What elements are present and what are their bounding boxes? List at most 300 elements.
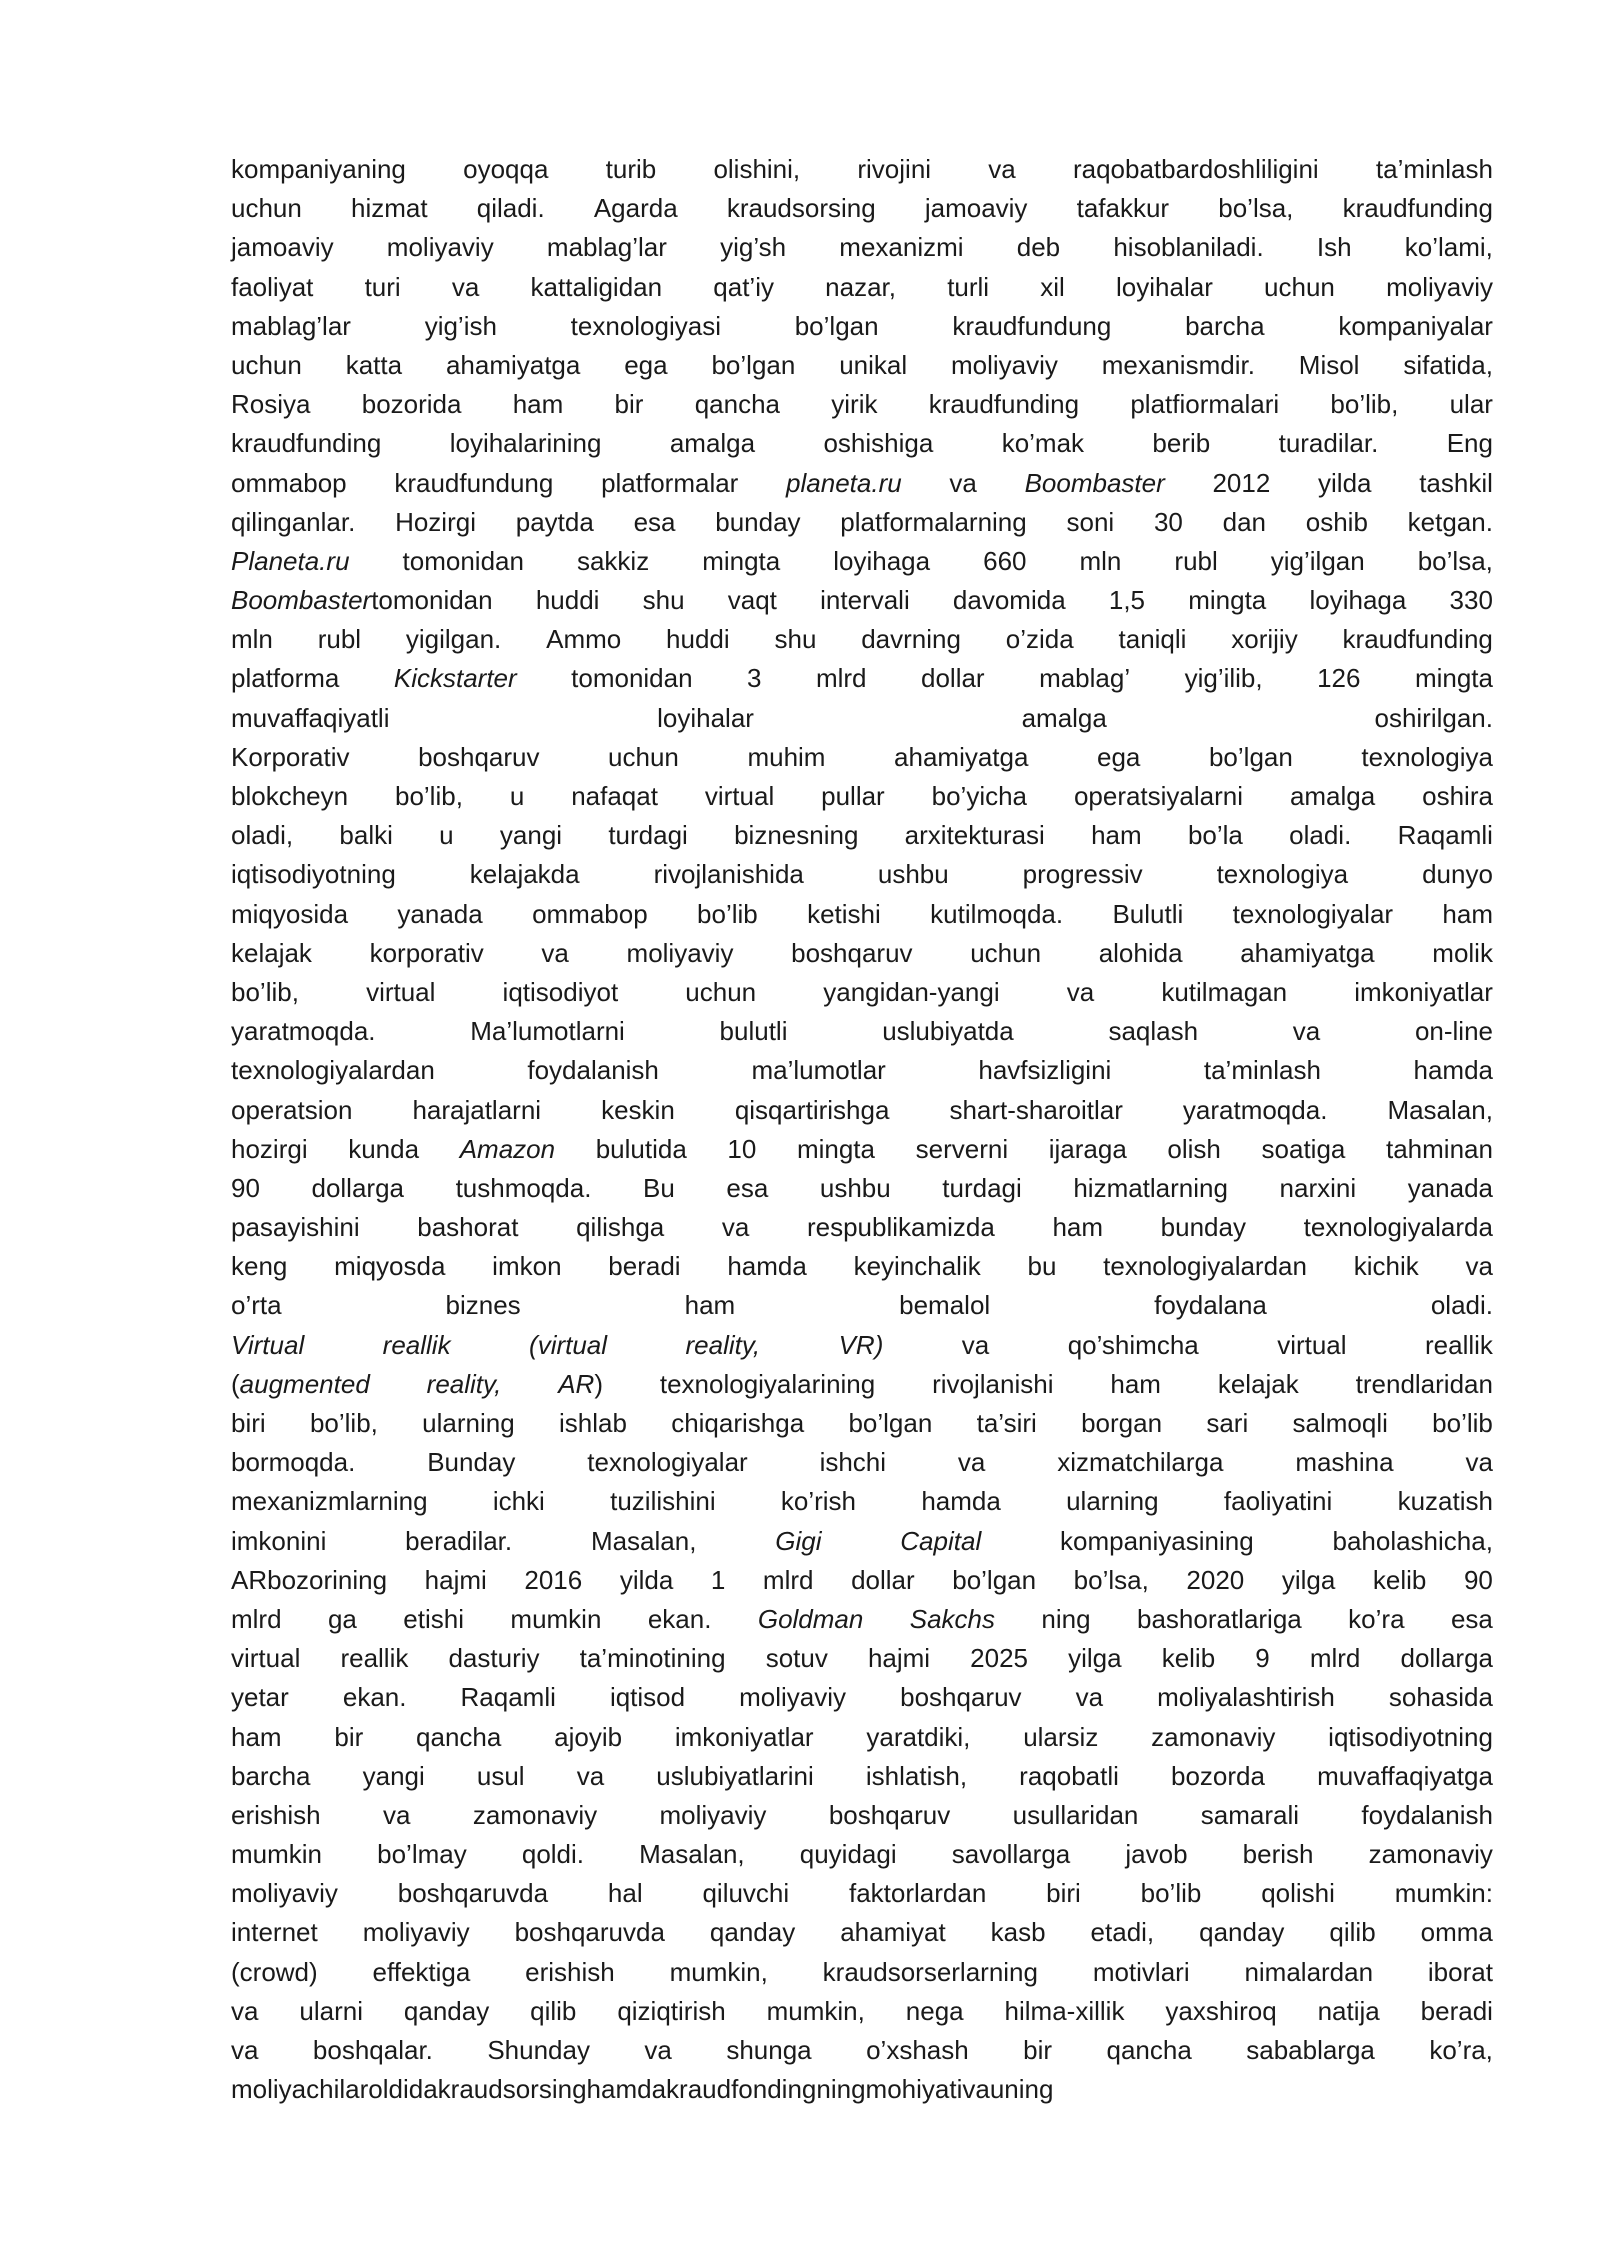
word: hamda (586, 2074, 667, 2105)
word: 660 (983, 545, 1027, 576)
word: raqobatbardoshliligini (1072, 154, 1319, 184)
word: miqyosda (334, 1251, 446, 1282)
word: unikal (839, 349, 908, 380)
word: 1 (710, 1564, 726, 1595)
text-line (231, 1130, 1493, 1169)
word: yangi (362, 1760, 425, 1791)
word: texnologiyasi (570, 310, 721, 341)
word: samarali (1200, 1799, 1300, 1830)
word: ahamiyatga (1240, 937, 1375, 968)
word: bo’lib, (394, 781, 463, 811)
word: biri (1046, 1878, 1081, 1909)
word: faktorlardan (849, 1878, 987, 1909)
word: ijaraga (1048, 1133, 1127, 1164)
word: kompaniyaning (231, 154, 406, 184)
word: faoliyat (231, 271, 314, 302)
word: texnologiyalarda (1303, 1212, 1493, 1243)
word: kelajakda (469, 859, 580, 890)
word: Bu (643, 1172, 675, 1203)
word: nazar, (825, 271, 896, 302)
word: va (1292, 1016, 1321, 1047)
word: ham (1110, 1368, 1161, 1399)
word: etadi, (1090, 1917, 1155, 1948)
word: shunga (726, 2035, 812, 2065)
word: ishchi (819, 1447, 887, 1478)
word: iqtisodiyot (502, 976, 619, 1007)
word: Sakchs (909, 1603, 996, 1634)
word: ommabop (532, 898, 648, 929)
word: va (382, 1799, 411, 1830)
text-line (231, 1913, 1493, 1952)
word: usul (476, 1760, 525, 1791)
word: mumkin (231, 1839, 323, 1870)
word: dollar (851, 1564, 915, 1595)
text-line (231, 1639, 1493, 1678)
word: oshib (1305, 506, 1368, 537)
word: ega (624, 349, 668, 380)
word: turdagi (608, 820, 688, 851)
word: yangidan-yangi (823, 976, 1000, 1007)
word: bashorat (417, 1212, 519, 1243)
word: bir (1023, 2035, 1053, 2065)
word: amalga (669, 428, 756, 459)
word: Ish (1316, 232, 1352, 263)
word: moliyaviy (739, 1682, 847, 1713)
word: omma (1420, 1917, 1493, 1948)
word: bunday (1160, 1212, 1246, 1243)
word: mln (1079, 545, 1122, 576)
word: imkoniyatlar (1354, 976, 1493, 1007)
word: mashina (1295, 1447, 1394, 1478)
word: mumkin, (669, 1956, 768, 1987)
word: ekan. (342, 1682, 407, 1713)
word: bormoqda. (231, 1447, 356, 1478)
word: saqlash (1108, 1016, 1199, 1047)
word: keng (231, 1251, 288, 1282)
text-line (231, 699, 1493, 738)
word: operatsion (231, 1094, 353, 1125)
word: hozirgi (231, 1133, 308, 1164)
word: bo’lsa, (1417, 545, 1493, 576)
word: qanday (403, 1995, 490, 2026)
word: ularsiz (1023, 1721, 1099, 1752)
word: yanada (1407, 1172, 1493, 1203)
word: bo’lib (1432, 1408, 1493, 1438)
text-line (231, 895, 1493, 934)
word: mingta (702, 545, 781, 576)
word: bo’lib, (231, 976, 299, 1007)
word: hajmi (424, 1564, 487, 1595)
word: moliyaviy (950, 349, 1058, 380)
word: yangi (499, 820, 563, 851)
word: Planeta.ru (231, 545, 350, 576)
word: ishlatish, (865, 1760, 968, 1791)
word: ning (1041, 1603, 1091, 1634)
text-line (231, 228, 1493, 267)
text-line (231, 1835, 1493, 1874)
text-line (231, 2031, 1493, 2070)
word: loyihalar (1116, 271, 1213, 302)
word: ushbu (877, 859, 949, 890)
word: planeta.ru (786, 467, 902, 498)
word: qilib (530, 1995, 577, 2026)
word: kraudsorsing (726, 193, 876, 224)
word: uchun (231, 349, 302, 380)
word: imkonini (231, 1525, 327, 1556)
word: qiladi. (476, 193, 545, 224)
word: qilib (1329, 1917, 1376, 1948)
word: huddi (535, 585, 600, 616)
word: shu (774, 624, 817, 655)
word: reallik (340, 1643, 409, 1674)
word: qancha (416, 1721, 502, 1752)
word: mlrd (1309, 1643, 1361, 1674)
word: va (1465, 1447, 1493, 1478)
word: tuzilishini (610, 1486, 716, 1517)
text-line (231, 1404, 1493, 1443)
word: yetar (231, 1682, 289, 1713)
word: sari (1206, 1408, 1249, 1438)
word: turadilar. (1278, 428, 1379, 459)
word: platforma (231, 663, 340, 694)
word: bo’lgan (711, 349, 796, 380)
text-line (231, 738, 1493, 777)
word: zamonaviy (1368, 1839, 1493, 1870)
word: Capital (900, 1525, 982, 1556)
word: reality, (685, 1329, 761, 1360)
word: beradi (1420, 1995, 1493, 2026)
word: hal (607, 1878, 643, 1909)
word: tahminan (1386, 1133, 1493, 1164)
word: qilinganlar. (231, 506, 356, 537)
word: kraudsorsing (437, 2074, 587, 2105)
word: bo’lmay (377, 1839, 467, 1870)
word: rubl (317, 624, 362, 655)
word: kompaniyasining (1060, 1525, 1254, 1556)
word: berib (1152, 428, 1211, 459)
word: foydalanish (527, 1055, 659, 1086)
word: o’rta (231, 1290, 282, 1321)
word: olishini, (713, 154, 801, 184)
word: bo’lib, (309, 1408, 378, 1438)
word: 90 (1463, 1564, 1493, 1595)
word: yaratmoqda. (1182, 1094, 1328, 1125)
word: boshqaruv (900, 1682, 1022, 1713)
word: ommabop (231, 467, 347, 498)
word: hisoblaniladi. (1113, 232, 1264, 263)
word: qiziqtirish (617, 1995, 726, 2026)
word: bashoratlariga (1136, 1603, 1302, 1634)
word: nimalardan (1244, 1956, 1374, 1987)
word: bemalol (899, 1290, 991, 1321)
word: ko’ra (1348, 1603, 1405, 1634)
text-line (231, 1365, 1493, 1404)
word: moliyaviy (231, 1878, 338, 1909)
word: texnologiyalardan (1103, 1251, 1307, 1282)
word: va (576, 1760, 605, 1791)
word: biznesning (734, 820, 859, 851)
word: turi (364, 271, 401, 302)
word: olish (1167, 1133, 1221, 1164)
word: etishi (403, 1603, 464, 1634)
word: kelib (1372, 1564, 1427, 1595)
word: yilga (1281, 1564, 1336, 1595)
word: erishish (231, 1799, 321, 1830)
word: texnologiyalarining (659, 1368, 876, 1399)
word: bo’lgan (848, 1408, 933, 1438)
word: huddi (666, 624, 730, 655)
word: ularning (422, 1408, 515, 1438)
word: loyihaga (833, 545, 931, 576)
word: kraudfunding (1342, 624, 1493, 655)
word: bo’lib (697, 898, 758, 929)
word: respublikamizda (806, 1212, 995, 1243)
word: bo’lsa, (1218, 193, 1294, 224)
word: sotuv (765, 1643, 828, 1674)
word: uchun (608, 741, 679, 772)
word: qiluvchi (702, 1878, 790, 1909)
word: ekan. (647, 1603, 712, 1634)
word: dollarga (311, 1172, 404, 1203)
word: ko’ra, (1429, 2035, 1493, 2065)
text-line (231, 189, 1493, 228)
word: ushbu (819, 1172, 891, 1203)
word: tushmoqda. (455, 1172, 592, 1203)
word: mablag’lar (231, 310, 351, 341)
word: rivojlanishi (932, 1368, 1054, 1399)
word: esa (633, 506, 676, 537)
word: boshqaruv (418, 741, 540, 772)
word: barcha (1185, 310, 1265, 341)
word: esa (726, 1172, 769, 1203)
word: foydalana (1154, 1290, 1267, 1321)
word: tashkil (1419, 467, 1493, 498)
word: bozorida (361, 389, 462, 420)
word: kraudfunding (1342, 193, 1493, 224)
word: bo’lgan (794, 310, 879, 341)
word: va (961, 1329, 990, 1360)
word: pasayishini (231, 1212, 360, 1243)
text-line (231, 1718, 1493, 1757)
word: 126 (1317, 663, 1361, 694)
word: moliyaviy (659, 1799, 767, 1830)
word: miqyosida (231, 898, 349, 929)
word: oladi, (231, 820, 294, 851)
word: ham (1052, 1212, 1104, 1243)
word: oldida (368, 2074, 438, 2105)
word: bo’lib, (1330, 389, 1399, 420)
word: balki (339, 820, 393, 851)
word: platformalar (601, 467, 739, 498)
word: hamda (921, 1486, 1001, 1517)
word: qoldi. (521, 1839, 585, 1870)
text-line (231, 1169, 1493, 1208)
word: hamda (1413, 1055, 1493, 1086)
text-line (231, 1247, 1493, 1286)
word: ham (512, 389, 564, 420)
word: harajatlarni (412, 1094, 542, 1125)
word: biznes (445, 1290, 521, 1321)
word: bo’la (1187, 820, 1243, 851)
word: kraudfundung (394, 467, 554, 498)
word: va (1465, 1251, 1493, 1282)
word: ularni (299, 1995, 363, 2026)
word: keskin (601, 1094, 675, 1125)
word: 330 (1449, 585, 1493, 616)
word: Eng (1446, 428, 1493, 459)
text-line (231, 973, 1493, 1012)
word: kraudfunding (928, 389, 1080, 420)
word: alohida (1098, 937, 1183, 968)
word: deb (1016, 232, 1061, 263)
word: reallik (382, 1329, 451, 1360)
word: katta (345, 349, 403, 380)
word: mingta (1414, 663, 1493, 694)
text-line (231, 1208, 1493, 1247)
word: o’zida (1005, 624, 1074, 655)
word: beradi (608, 1251, 681, 1282)
word: taniqli (1118, 624, 1187, 655)
text-line (231, 1953, 1493, 1992)
word: quyidagi (799, 1839, 897, 1870)
word: bu (1027, 1251, 1057, 1282)
word: hajmi (867, 1643, 931, 1674)
word: qancha (1106, 2035, 1192, 2065)
word: mablag’ (1039, 663, 1131, 694)
word: turdagi (942, 1172, 1022, 1203)
text-line (231, 268, 1493, 307)
text-line (231, 542, 1493, 581)
word: turli (947, 271, 990, 302)
word: jamoaviy (231, 232, 334, 263)
text-line (231, 1286, 1493, 1325)
word: va (949, 467, 977, 498)
word: loyihalarining (449, 428, 602, 459)
word: (virtual (529, 1329, 608, 1360)
word: Ammo (546, 624, 622, 655)
text-line (231, 581, 1493, 620)
word: javob (1125, 1839, 1188, 1870)
word: qo’shimcha (1067, 1329, 1199, 1360)
word: o’xshash (866, 2035, 969, 2065)
word: rivojini (857, 154, 932, 184)
word: qancha (694, 389, 781, 420)
word: va (962, 2074, 990, 2105)
word: kutilmoqda. (930, 898, 1064, 929)
word: mohiyati (865, 2074, 963, 2105)
word: iqtisodiyotning (231, 859, 396, 890)
word: serverni (915, 1133, 1009, 1164)
word: u (509, 781, 525, 811)
word: iqtisodiyotning (1328, 1721, 1493, 1752)
word: yaratmoqda. (231, 1016, 376, 1047)
word: muvaffaqiyatga (1317, 1760, 1493, 1791)
word: yig’ilib, (1184, 663, 1263, 694)
word: reallik (1424, 1329, 1493, 1360)
word: sifatida, (1403, 349, 1493, 380)
word: Shunday (487, 2035, 590, 2065)
word: ega (1097, 741, 1141, 772)
word: amalga (1289, 781, 1376, 811)
word: kraudsorserlarning (822, 1956, 1038, 1987)
word: pullar (821, 781, 885, 811)
word: ketgan. (1407, 506, 1493, 537)
word: 2016 (524, 1564, 583, 1595)
word: uslubiyatda (882, 1016, 1014, 1047)
word: bo’lgan (1208, 741, 1293, 772)
word: xizmatchilarga (1057, 1447, 1224, 1478)
word: Boombastertomonidan (231, 585, 493, 616)
word: bulutli (719, 1016, 788, 1047)
word: uslubiyatlarini (656, 1760, 814, 1791)
word: yaratdiki, (866, 1721, 971, 1752)
word: kelajak (231, 937, 312, 968)
word: virtual (704, 781, 775, 811)
word: Bunday (427, 1447, 516, 1478)
word: internet (231, 1917, 318, 1948)
word: va (231, 2035, 259, 2065)
word: narxini (1279, 1172, 1357, 1203)
word: texnologiyalar (587, 1447, 748, 1478)
text-line (231, 1482, 1493, 1521)
word: on-line (1414, 1016, 1493, 1047)
word: uchun (685, 976, 757, 1007)
word: xorijiy (1231, 624, 1298, 655)
text-line (231, 503, 1493, 542)
word: yilga (1068, 1643, 1122, 1674)
word: iborat (1427, 1956, 1493, 1987)
text-line (231, 1326, 1493, 1365)
word: imkoniyatlar (674, 1721, 814, 1752)
word: bunday (715, 506, 801, 537)
word: erishish (525, 1956, 615, 1987)
word: bo’yicha (931, 781, 1028, 811)
word: shart-sharoitlar (949, 1094, 1123, 1125)
word: ahamiyat (840, 1917, 946, 1948)
word: moliyaviy (626, 937, 734, 968)
word: rubl (1174, 545, 1218, 576)
word: hamda (727, 1251, 807, 1282)
word: boshqaruv (828, 1799, 951, 1830)
word: imkon (492, 1251, 562, 1282)
word: dollarga (1400, 1643, 1493, 1674)
text-line (231, 1522, 1493, 1561)
word: boshqaruvda (514, 1917, 665, 1948)
word: Masalan, (1387, 1094, 1493, 1125)
word: 2012 (1212, 467, 1271, 498)
word: 9 (1255, 1643, 1270, 1674)
word: ketishi (807, 898, 881, 929)
word: yilda (1318, 467, 1372, 498)
word: intervali (820, 585, 910, 616)
word: ta’minlash (1203, 1055, 1321, 1086)
word: operatsiyalarni (1073, 781, 1244, 811)
word: oshirilgan. (1374, 702, 1493, 733)
word: 2025 (970, 1643, 1029, 1674)
word: kraudfundung (952, 310, 1112, 341)
word: Hozirgi (395, 506, 476, 537)
word: kelib (1161, 1643, 1216, 1674)
word: bo’lib (1140, 1878, 1202, 1909)
word: blokcheyn (231, 781, 349, 811)
text-line (231, 1051, 1493, 1090)
word: chiqarishga (671, 1408, 805, 1438)
word: dasturiy (448, 1643, 540, 1674)
word: loyihalar (657, 702, 754, 733)
word: kuzatish (1397, 1486, 1493, 1517)
word: muvaffaqiyatli (231, 702, 390, 733)
word: Raqamli (1397, 820, 1493, 851)
